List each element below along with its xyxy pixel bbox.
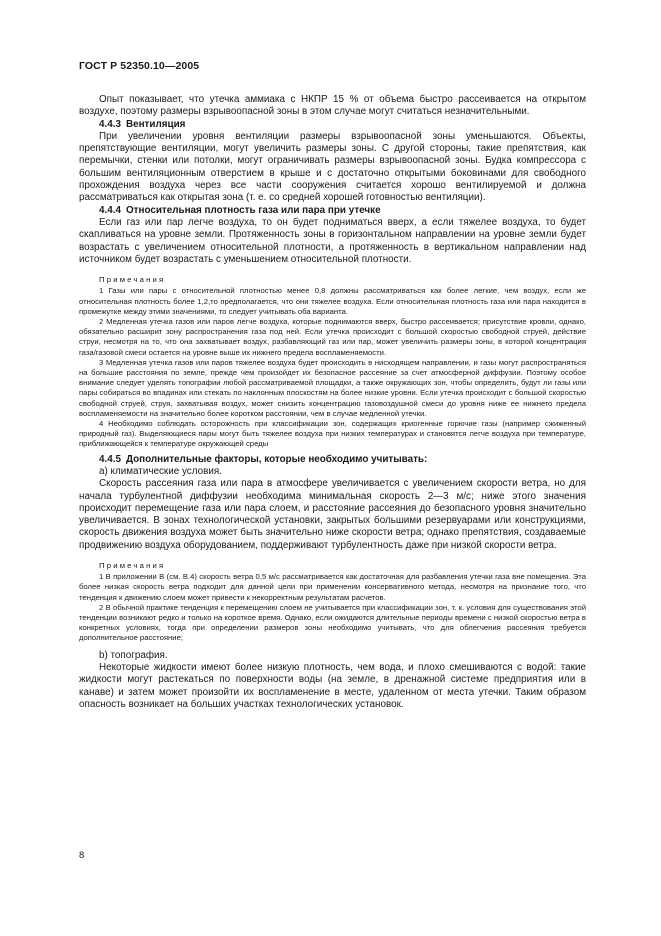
section-heading-4-4-5: [79, 454, 586, 466]
section-title: Вентиляция: [125, 118, 186, 130]
section-paragraph: Некоторые жидкости имеют более низкую плотность, чем вода, и плохо смешиваются с водой: такие жидкости могут растекаться по поверхности воды (на земле, в дренажной системе предприятия или в канаве) и затем может произойти их воспламенение в месте, удаленном от места утечки. Таким образом опасность возникает на больших участках технологических установок.: [79, 661, 586, 710]
list-item-b: b) топография.: [99, 649, 168, 661]
list-item-a: а) климатические условия.: [99, 465, 222, 477]
document-body: [79, 94, 586, 711]
notes-heading: Примечания: [99, 560, 166, 570]
section-title: Дополнительные факторы, которые необходимо учитывать:: [125, 453, 428, 465]
section-heading-4-4-3: [79, 119, 586, 131]
section-number: 4.4.4: [99, 204, 121, 216]
note-item: 2 В обычной практике тенденция к перемещению слоем не учитывается при классификации зон, т. к. условия для существования этой тенденции возникают редко и только на короткое время. Однако, если ожидаются длительные периоды времени с низкой скоростью ветра в конкретных условиях, тогда при определении размеров зоны необходимо учитывать, что для облегчения рассеяния требуется дополнительное расстояние;: [79, 602, 586, 643]
note-item: 2 Медленная утечка газов или паров легче воздуха, которые поднимаются вверх, быстро рассеивается; присутствие кровли, однако, обязательно расширит зону распространения газа под ней. Если утечка происходит с большой скоростью свободной струей, действие струи, несмотря на то, что она захватывает воздух, разбавляющий газ или пар, может увеличить размеры зоны, в которой концентрация газа/газовой смеси остается на уровне выше их нижнего предела воспламеняемости.: [79, 316, 586, 357]
note-item: 1 Газы или пары с относительной плотностью менее 0,8 должны рассматриваться как более легкие, чем воздух, если же относительная плотность более 1,2,то предполагается, что они тяжелее воздуха. Если относительная плотность газа или пара находится в промежутке между этими значениями, то следует учитывать оба варианта.: [79, 286, 586, 316]
notes-heading: Примечания: [99, 275, 166, 285]
section-paragraph: При увеличении уровня вентиляции размеры взрывоопасной зоны уменьшаются. Объекты, препятствующие вентиляции, могут увеличить размеры зоны. С другой стороны, такие препятствия, как перемычки, стенки или потолки, могут ограничивать размеры взрывоопасной зоны. Будка компрессора с большим вентиляционным отверстием в крыше и с достаточно открытыми боковинами для свободного прохождения воздуха через все части сооружения считается хорошо вентилируемой и должна рассматриваться как открытая зона (т. е. со средней хорошей готовностью вентиляции).: [79, 130, 586, 204]
note-item: 3 Медленная утечка газов или паров тяжелее воздуха будет происходить в нисходящем направлении, и газы могут распространяться на большие расстояния по земле, прежде чем произойдет их безопасное рассеяние за счет атмосферной диффузии. Поэтому особое внимание следует уделять топографии любой рассматриваемой площадки, а также окружающих зон, чтобы определить, будут ли газы или пары собираться во впадинах или стекать по наклонным плоскостям на более низкие уровни. Если утечка происходит с большой скоростью свободной струей, струя, захватывая воздух, может снизить концентрацию газовоздушной смеси до уровня ниже ее нижнего предела воспламеняемости на значительно более коротком расстоянии, чем в случае медленной утечки.: [79, 357, 586, 418]
section-title: Относительная плотность газа или пара при утечке: [125, 204, 381, 216]
note-item: 4 Необходимо соблюдать осторожность при классификации зон, содержащих криогенные горючие газы (например сжиженный природный газ). Выделяющиеся пары могут быть тяжелее воздуха при низких температурах и становятся легче воздуха при температуре, приближающейся к температуре окружающей среды: [79, 419, 586, 449]
section-number: 4.4.5: [99, 453, 121, 465]
section-paragraph: Скорость рассеяния газа или пара в атмосфере увеличивается с увеличением скорости ветра, но для начала турбулентной диффузии необходима минимальная скорость 2—3 м/с; ниже этого значения происходит перемещение газа или пара слоем, и расстояние рассеяния до безопасного уровня значительно увеличивается. В зонах технологической установки, закрытых большими резервуарами или конструкциями, скорость движения воздуха может быть значительно ниже скорости ветра; однако препятствия, создаваемые продвижению воздуха оборудованием, поддерживают турбулентность даже при низкой скорости ветра.: [79, 478, 586, 551]
page-number: 8: [79, 850, 85, 861]
section-paragraph: Если газ или пар легче воздуха, то он будет подниматься вверх, а если тяжелее воздуха, то будет скапливаться на уровне земли. Протяженность зоны в горизонтальном направлении на уровне земли будет возрастать с увеличением относительной плотности, а протяженность в вертикальном направлении над источником будет возрастать с уменьшением относительной плотности.: [79, 216, 586, 265]
section-heading-4-4-4: [79, 205, 586, 217]
document-header: ГОСТ Р 52350.10—2005: [79, 60, 200, 72]
section-number: 4.4.3: [99, 118, 121, 130]
note-item: 1 В приложении В (см. В.4) скорость ветра 0,5 м/с рассматривается как достаточная для разбавления утечки газа вне помещения. Эта более низкая скорость ветра подходит для данной цели при применении консервативного метода, несмотря на признание того, что тенденция к движению слоем может привести к некорректным результатам расчетов.: [79, 572, 586, 602]
intro-paragraph: Опыт показывает, что утечка аммиака с НКПР 15 % от объема быстро рассеивается на открытом воздухе, поэтому размеры взрывоопасной зоны в этом случае могут считаться незначительными.: [79, 94, 586, 118]
